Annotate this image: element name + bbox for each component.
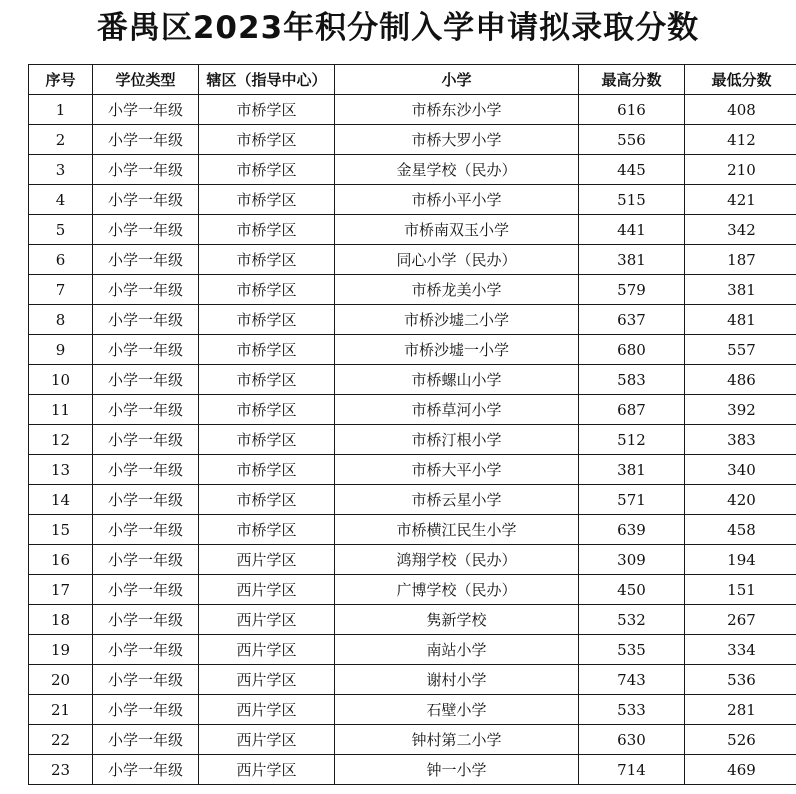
score-table (28, 64, 796, 785)
cell-min-score: 420 (685, 485, 796, 515)
cell-index: 6 (29, 245, 93, 275)
cell-min-score: 281 (685, 695, 796, 725)
cell-degree-type: 小学一年级 (93, 215, 199, 245)
table-row (29, 515, 796, 545)
cell-district: 西片学区 (199, 695, 335, 725)
cell-min-score: 536 (685, 665, 796, 695)
cell-max-score: 639 (579, 515, 685, 545)
cell-school: 广博学校（民办） (335, 575, 579, 605)
table-row (29, 215, 796, 245)
cell-school: 市桥龙美小学 (335, 275, 579, 305)
cell-max-score: 743 (579, 665, 685, 695)
cell-degree-type: 小学一年级 (93, 245, 199, 275)
table-row (29, 305, 796, 335)
cell-school: 市桥云星小学 (335, 485, 579, 515)
cell-degree-type: 小学一年级 (93, 95, 199, 125)
cell-index: 23 (29, 755, 93, 785)
cell-degree-type: 小学一年级 (93, 665, 199, 695)
cell-index: 3 (29, 155, 93, 185)
cell-max-score: 571 (579, 485, 685, 515)
cell-district: 市桥学区 (199, 395, 335, 425)
cell-min-score: 392 (685, 395, 796, 425)
cell-district: 市桥学区 (199, 245, 335, 275)
cell-district: 市桥学区 (199, 335, 335, 365)
cell-degree-type: 小学一年级 (93, 755, 199, 785)
cell-max-score: 630 (579, 725, 685, 755)
cell-district: 市桥学区 (199, 425, 335, 455)
cell-max-score: 579 (579, 275, 685, 305)
cell-index: 5 (29, 215, 93, 245)
cell-school: 市桥横江民生小学 (335, 515, 579, 545)
cell-max-score: 532 (579, 605, 685, 635)
cell-min-score: 334 (685, 635, 796, 665)
table-row (29, 365, 796, 395)
cell-degree-type: 小学一年级 (93, 275, 199, 305)
cell-school: 市桥南双玉小学 (335, 215, 579, 245)
cell-district: 市桥学区 (199, 515, 335, 545)
table-row (29, 665, 796, 695)
cell-district: 西片学区 (199, 725, 335, 755)
table-row (29, 275, 796, 305)
cell-school: 市桥螺山小学 (335, 365, 579, 395)
cell-district: 市桥学区 (199, 305, 335, 335)
cell-degree-type: 小学一年级 (93, 125, 199, 155)
cell-max-score: 441 (579, 215, 685, 245)
cell-school: 隽新学校 (335, 605, 579, 635)
cell-min-score: 340 (685, 455, 796, 485)
table-row (29, 725, 796, 755)
cell-max-score: 687 (579, 395, 685, 425)
table-row (29, 335, 796, 365)
cell-district: 市桥学区 (199, 365, 335, 395)
cell-max-score: 381 (579, 455, 685, 485)
cell-min-score: 210 (685, 155, 796, 185)
cell-school: 鸿翔学校（民办） (335, 545, 579, 575)
table-row (29, 485, 796, 515)
cell-school: 市桥小平小学 (335, 185, 579, 215)
cell-min-score: 383 (685, 425, 796, 455)
cell-max-score: 556 (579, 125, 685, 155)
cell-school: 南站小学 (335, 635, 579, 665)
cell-min-score: 412 (685, 125, 796, 155)
cell-school: 市桥大平小学 (335, 455, 579, 485)
cell-district: 市桥学区 (199, 275, 335, 305)
cell-degree-type: 小学一年级 (93, 185, 199, 215)
cell-district: 市桥学区 (199, 155, 335, 185)
cell-index: 1 (29, 95, 93, 125)
cell-district: 市桥学区 (199, 95, 335, 125)
cell-max-score: 533 (579, 695, 685, 725)
cell-max-score: 535 (579, 635, 685, 665)
cell-index: 15 (29, 515, 93, 545)
table-row (29, 755, 796, 785)
cell-index: 4 (29, 185, 93, 215)
table-row (29, 125, 796, 155)
cell-min-score: 469 (685, 755, 796, 785)
cell-min-score: 194 (685, 545, 796, 575)
cell-index: 16 (29, 545, 93, 575)
cell-district: 市桥学区 (199, 485, 335, 515)
table-row (29, 605, 796, 635)
cell-min-score: 381 (685, 275, 796, 305)
cell-district: 西片学区 (199, 755, 335, 785)
cell-school: 市桥汀根小学 (335, 425, 579, 455)
cell-min-score: 557 (685, 335, 796, 365)
cell-min-score: 458 (685, 515, 796, 545)
cell-degree-type: 小学一年级 (93, 545, 199, 575)
table-row (29, 395, 796, 425)
table-header-row (29, 65, 796, 95)
page-title: 番禺区2023年积分制入学申请拟录取分数 (96, 10, 700, 46)
cell-school: 金星学校（民办） (335, 155, 579, 185)
header-district: 辖区（指导中心） (199, 65, 335, 95)
cell-degree-type: 小学一年级 (93, 635, 199, 665)
header-degree-type: 学位类型 (93, 65, 199, 95)
cell-degree-type: 小学一年级 (93, 575, 199, 605)
cell-district: 市桥学区 (199, 125, 335, 155)
cell-max-score: 450 (579, 575, 685, 605)
cell-degree-type: 小学一年级 (93, 365, 199, 395)
cell-index: 9 (29, 335, 93, 365)
cell-degree-type: 小学一年级 (93, 305, 199, 335)
cell-min-score: 481 (685, 305, 796, 335)
cell-index: 20 (29, 665, 93, 695)
cell-degree-type: 小学一年级 (93, 335, 199, 365)
table-row (29, 245, 796, 275)
cell-degree-type: 小学一年级 (93, 725, 199, 755)
cell-district: 市桥学区 (199, 455, 335, 485)
cell-min-score: 421 (685, 185, 796, 215)
table-row (29, 455, 796, 485)
cell-index: 19 (29, 635, 93, 665)
cell-min-score: 187 (685, 245, 796, 275)
cell-index: 8 (29, 305, 93, 335)
cell-max-score: 680 (579, 335, 685, 365)
cell-min-score: 151 (685, 575, 796, 605)
cell-index: 13 (29, 455, 93, 485)
cell-district: 西片学区 (199, 605, 335, 635)
cell-degree-type: 小学一年级 (93, 425, 199, 455)
cell-index: 2 (29, 125, 93, 155)
cell-min-score: 486 (685, 365, 796, 395)
table-body (29, 95, 796, 785)
cell-index: 21 (29, 695, 93, 725)
cell-index: 17 (29, 575, 93, 605)
cell-degree-type: 小学一年级 (93, 605, 199, 635)
cell-degree-type: 小学一年级 (93, 695, 199, 725)
cell-degree-type: 小学一年级 (93, 155, 199, 185)
cell-index: 18 (29, 605, 93, 635)
cell-max-score: 637 (579, 305, 685, 335)
cell-school: 市桥东沙小学 (335, 95, 579, 125)
cell-school: 市桥大罗小学 (335, 125, 579, 155)
cell-school: 钟一小学 (335, 755, 579, 785)
cell-max-score: 381 (579, 245, 685, 275)
cell-index: 7 (29, 275, 93, 305)
cell-max-score: 616 (579, 95, 685, 125)
cell-school: 市桥沙墟二小学 (335, 305, 579, 335)
cell-school: 谢村小学 (335, 665, 579, 695)
table-row (29, 185, 796, 215)
cell-school: 钟村第二小学 (335, 725, 579, 755)
cell-district: 西片学区 (199, 575, 335, 605)
cell-min-score: 267 (685, 605, 796, 635)
header-max-score: 最高分数 (579, 65, 685, 95)
cell-index: 11 (29, 395, 93, 425)
cell-district: 西片学区 (199, 545, 335, 575)
table-row (29, 95, 796, 125)
cell-max-score: 515 (579, 185, 685, 215)
cell-school: 市桥沙墟一小学 (335, 335, 579, 365)
cell-degree-type: 小学一年级 (93, 515, 199, 545)
table-row (29, 695, 796, 725)
cell-school: 同心小学（民办） (335, 245, 579, 275)
cell-max-score: 309 (579, 545, 685, 575)
cell-max-score: 583 (579, 365, 685, 395)
cell-min-score: 408 (685, 95, 796, 125)
cell-max-score: 512 (579, 425, 685, 455)
cell-district: 市桥学区 (199, 215, 335, 245)
cell-degree-type: 小学一年级 (93, 455, 199, 485)
cell-degree-type: 小学一年级 (93, 485, 199, 515)
cell-min-score: 342 (685, 215, 796, 245)
cell-index: 22 (29, 725, 93, 755)
header-min-score: 最低分数 (685, 65, 796, 95)
cell-index: 14 (29, 485, 93, 515)
cell-school: 石壁小学 (335, 695, 579, 725)
header-school: 小学 (335, 65, 579, 95)
table-row (29, 545, 796, 575)
table-row (29, 425, 796, 455)
cell-max-score: 445 (579, 155, 685, 185)
cell-max-score: 714 (579, 755, 685, 785)
cell-district: 西片学区 (199, 665, 335, 695)
cell-district: 西片学区 (199, 635, 335, 665)
cell-degree-type: 小学一年级 (93, 395, 199, 425)
table-row (29, 575, 796, 605)
cell-min-score: 526 (685, 725, 796, 755)
cell-district: 市桥学区 (199, 185, 335, 215)
table-row (29, 155, 796, 185)
cell-index: 12 (29, 425, 93, 455)
header-index: 序号 (29, 65, 93, 95)
table-row (29, 635, 796, 665)
cell-index: 10 (29, 365, 93, 395)
cell-school: 市桥草河小学 (335, 395, 579, 425)
